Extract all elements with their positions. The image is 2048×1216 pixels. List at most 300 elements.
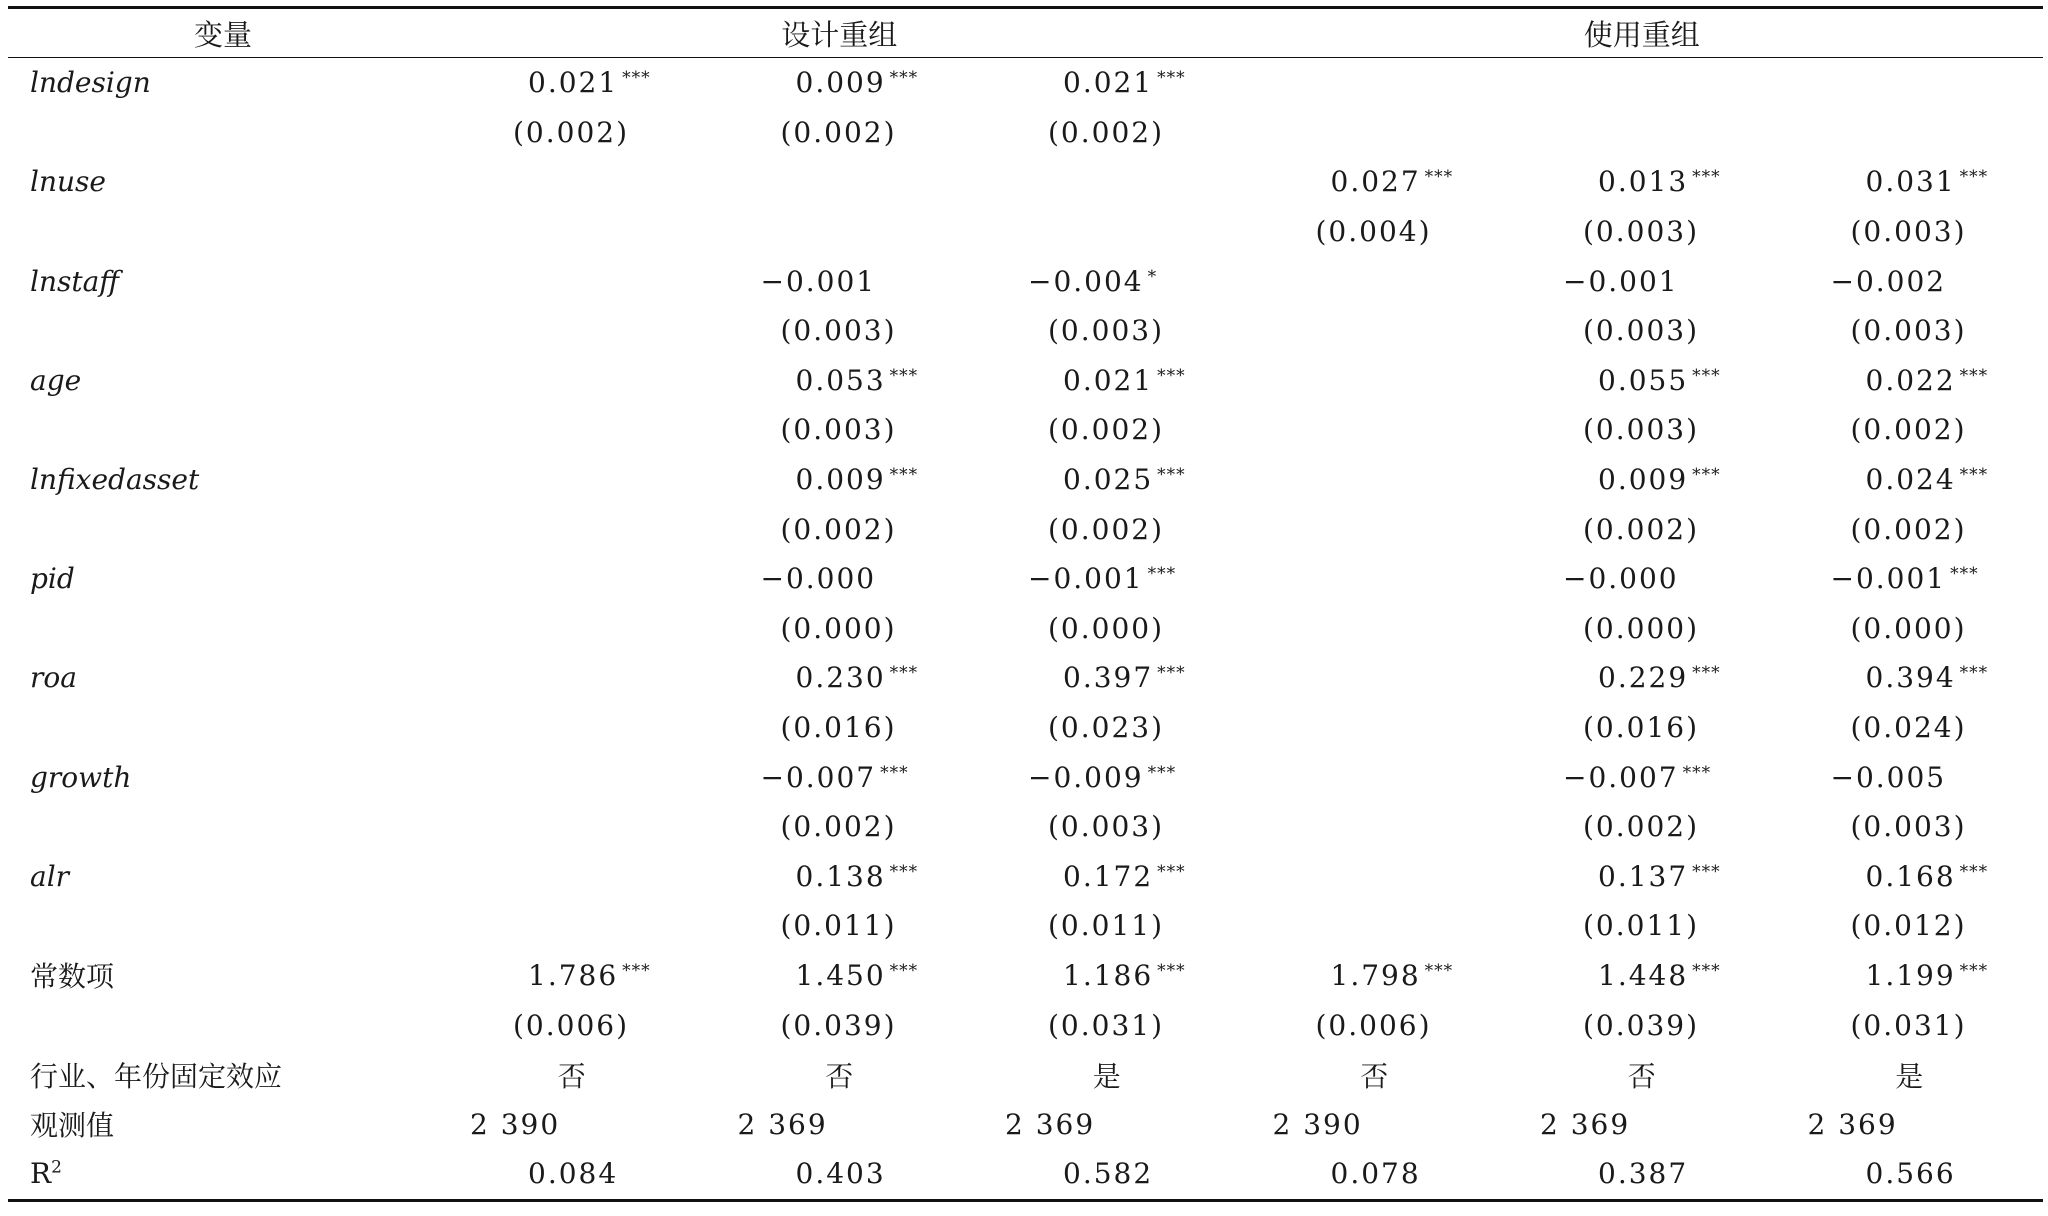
- row-label-text: lnfixedasset: [30, 463, 200, 497]
- table-cell: [706, 901, 974, 951]
- row-label-text: alr: [30, 859, 70, 893]
- table-cell: [1776, 1000, 2044, 1050]
- table-cell: [706, 554, 974, 604]
- table-cell: [438, 256, 706, 306]
- table-cell: [1776, 405, 2044, 455]
- table-cell: [1241, 455, 1509, 505]
- cell-value: (0.003): [780, 413, 897, 447]
- cell-value: (0.011): [1048, 909, 1165, 943]
- table-cell: [973, 653, 1241, 703]
- cell-value: 0.021: [1063, 363, 1154, 397]
- table-cell: [1241, 1149, 1509, 1200]
- row-label: [8, 405, 438, 455]
- table-cell: [706, 108, 974, 158]
- table-cell: [1776, 752, 2044, 802]
- table-cell: [1508, 554, 1776, 604]
- table-cell: [1508, 901, 1776, 951]
- table-cell: [1508, 256, 1776, 306]
- cell-value: (0.002): [1583, 512, 1700, 546]
- table-cell: [1508, 207, 1776, 257]
- cell-value: (0.002): [1048, 413, 1165, 447]
- cell-value: 1.798: [1330, 958, 1421, 992]
- cell-value: (0.000): [1850, 611, 1967, 645]
- table-cell: [438, 1149, 706, 1200]
- table-cell: [1508, 306, 1776, 356]
- cell-value: 2 390: [470, 1107, 561, 1141]
- cell-value: 1.786: [528, 958, 619, 992]
- table-cell: [706, 58, 974, 108]
- table-cell: [706, 207, 974, 257]
- table-row-se: [8, 802, 2043, 852]
- cell-value: (0.000): [1583, 611, 1700, 645]
- table-cell: [438, 901, 706, 951]
- cell-value: 否: [557, 1059, 586, 1093]
- table-cell: [1241, 306, 1509, 356]
- table-cell: [706, 306, 974, 356]
- header-row: [8, 8, 2043, 58]
- table-cell: [1776, 356, 2044, 406]
- cell-value: 0.137: [1598, 859, 1689, 893]
- cell-value: (0.031): [1850, 1008, 1967, 1042]
- table-cell: [1776, 306, 2044, 356]
- table-cell: [973, 554, 1241, 604]
- cell-value: −0.000: [760, 562, 877, 596]
- significance-stars: *: [1147, 266, 1158, 287]
- cell-value: 0.084: [528, 1157, 619, 1191]
- row-label: [8, 802, 438, 852]
- table-cell: [973, 852, 1241, 902]
- table-cell: [973, 802, 1241, 852]
- cell-value: (0.006): [1315, 1008, 1432, 1042]
- cell-value: (0.002): [1048, 512, 1165, 546]
- cell-value: −0.001: [1028, 562, 1144, 596]
- table-cell: [1776, 703, 2044, 753]
- cell-value: 0.403: [795, 1157, 886, 1191]
- cell-value: 0.394: [1865, 661, 1956, 695]
- table-cell: [438, 455, 706, 505]
- table-cell: [1776, 554, 2044, 604]
- table-cell: [438, 951, 706, 1001]
- significance-stars: ***: [889, 861, 919, 882]
- table-cell: [1776, 108, 2044, 158]
- cell-value: 0.138: [795, 859, 886, 893]
- cell-value: −0.005: [1830, 760, 1947, 794]
- table-cell: [1776, 802, 2044, 852]
- row-label: [8, 1050, 438, 1100]
- row-label: [8, 852, 438, 902]
- table-cell: [973, 108, 1241, 158]
- cell-value: 0.013: [1598, 165, 1689, 199]
- table-row-se: [8, 108, 2043, 158]
- cell-value: (0.003): [1850, 215, 1967, 249]
- table-cell: [706, 604, 974, 654]
- table-cell: [438, 554, 706, 604]
- cell-value: (0.002): [780, 810, 897, 844]
- cell-value: (0.003): [1048, 314, 1165, 348]
- table-cell: [706, 802, 974, 852]
- significance-stars: ***: [1950, 564, 1979, 585]
- table-cell: [1508, 703, 1776, 753]
- table-cell: [438, 802, 706, 852]
- table-cell: [1508, 157, 1776, 207]
- table-row-se: [8, 901, 2043, 951]
- table-cell: [1508, 455, 1776, 505]
- row-label-text: 常数项: [30, 960, 115, 994]
- row-label: [8, 455, 438, 505]
- significance-stars: ***: [1692, 365, 1721, 386]
- cell-value: (0.003): [1583, 413, 1700, 447]
- cell-value: (0.003): [1583, 314, 1700, 348]
- row-label: [8, 604, 438, 654]
- table-cell: [1241, 653, 1509, 703]
- significance-stars: ***: [889, 365, 919, 386]
- regression-table: [8, 6, 2043, 1202]
- cell-value: 是: [1895, 1059, 1924, 1093]
- table-cell: [1241, 703, 1509, 753]
- table-cell: [1508, 108, 1776, 158]
- cell-value: 0.055: [1598, 363, 1689, 397]
- table-cell: [1508, 504, 1776, 554]
- cell-value: −0.001: [1563, 264, 1679, 298]
- table-cell: [438, 207, 706, 257]
- cell-value: (0.012): [1850, 909, 1967, 943]
- table-cell: [706, 405, 974, 455]
- row-label: [8, 901, 438, 951]
- cell-value: −0.001: [760, 264, 877, 298]
- table-cell: [1508, 653, 1776, 703]
- cell-value: 0.009: [795, 66, 886, 100]
- table-cell: [973, 504, 1241, 554]
- row-label-text: pid: [30, 562, 75, 596]
- cell-value: (0.000): [1048, 611, 1165, 645]
- table-cell: [973, 604, 1241, 654]
- cell-value: (0.003): [1583, 215, 1700, 249]
- cell-value: −0.009: [1028, 760, 1144, 794]
- table-cell: [973, 1000, 1241, 1050]
- row-label: [8, 653, 438, 703]
- significance-stars: ***: [880, 762, 909, 783]
- row-label: [8, 356, 438, 406]
- cell-value: (0.002): [1048, 115, 1165, 149]
- table-cell: [438, 58, 706, 108]
- table-cell: [438, 604, 706, 654]
- regression-table-container: [8, 6, 2043, 1202]
- table-row: [8, 356, 2043, 406]
- significance-stars: ***: [1157, 365, 1186, 386]
- table-cell: [1241, 256, 1509, 306]
- table-cell: [1776, 1099, 2044, 1149]
- significance-stars: ***: [889, 960, 919, 981]
- table-body: [8, 58, 2043, 1201]
- table-row-se: [8, 604, 2043, 654]
- table-cell: [1508, 951, 1776, 1001]
- cell-value: 0.582: [1063, 1157, 1154, 1191]
- table-cell: [706, 504, 974, 554]
- table-cell: [438, 653, 706, 703]
- table-row-se: [8, 703, 2043, 753]
- table-row: [8, 554, 2043, 604]
- row-label: [8, 504, 438, 554]
- table-cell: [706, 1099, 974, 1149]
- table-cell: [1508, 802, 1776, 852]
- table-cell: [1241, 554, 1509, 604]
- table-cell: [438, 108, 706, 158]
- table-cell: [438, 405, 706, 455]
- table-row: [8, 455, 2043, 505]
- cell-value: 1.199: [1865, 958, 1956, 992]
- header-variable: 变量: [193, 17, 252, 52]
- cell-value: (0.039): [1583, 1008, 1700, 1042]
- cell-value: (0.003): [1850, 314, 1967, 348]
- cell-value: 是: [1092, 1059, 1121, 1093]
- table-cell: [1241, 604, 1509, 654]
- table-cell: [706, 356, 974, 406]
- cell-value: (0.023): [1048, 711, 1165, 745]
- table-cell: [706, 852, 974, 902]
- significance-stars: ***: [1959, 960, 1989, 981]
- cell-value: (0.002): [780, 512, 897, 546]
- table-row-se: [8, 207, 2043, 257]
- row-label-superscript: 2: [51, 1158, 62, 1179]
- table-cell: [1241, 157, 1509, 207]
- row-label: [8, 554, 438, 604]
- cell-value: 1.450: [795, 958, 886, 992]
- header-use-group: 使用重组: [1583, 17, 1700, 52]
- cell-value: (0.011): [780, 909, 897, 943]
- table-cell: [706, 256, 974, 306]
- row-label-text: 行业、年份固定效应: [30, 1059, 283, 1093]
- significance-stars: ***: [1147, 564, 1177, 585]
- cell-value: −0.001: [1830, 562, 1947, 596]
- header-design-group: 设计重组: [781, 17, 898, 52]
- significance-stars: ***: [1157, 465, 1186, 486]
- table-cell: [1241, 852, 1509, 902]
- cell-value: 0.021: [528, 66, 619, 100]
- cell-value: 否: [1627, 1059, 1656, 1093]
- significance-stars: ***: [1959, 663, 1989, 684]
- table-cell: [438, 1099, 706, 1149]
- table-cell: [438, 852, 706, 902]
- cell-value: 0.031: [1865, 165, 1956, 199]
- table-cell: [706, 1050, 974, 1100]
- table-cell: [1241, 207, 1509, 257]
- table-cell: [438, 157, 706, 207]
- significance-stars: ***: [1692, 663, 1721, 684]
- table-cell: [438, 1000, 706, 1050]
- row-label: [8, 1149, 438, 1200]
- cell-value: 否: [825, 1059, 854, 1093]
- table-cell: [1508, 852, 1776, 902]
- row-label-text: roa: [30, 661, 77, 695]
- cell-value: −0.007: [760, 760, 877, 794]
- table-header: [8, 8, 2043, 58]
- table-cell: [706, 1000, 974, 1050]
- cell-value: 1.448: [1598, 958, 1689, 992]
- cell-value: (0.006): [513, 1008, 630, 1042]
- cell-value: 1.186: [1063, 958, 1154, 992]
- table-cell: [1776, 653, 2044, 703]
- table-cell: [973, 455, 1241, 505]
- cell-value: 0.009: [795, 463, 886, 497]
- row-label-text: lnuse: [30, 165, 106, 199]
- table-cell: [1241, 901, 1509, 951]
- cell-value: (0.003): [1048, 810, 1165, 844]
- table-cell: [706, 703, 974, 753]
- table-cell: [438, 306, 706, 356]
- cell-value: 0.053: [795, 363, 886, 397]
- cell-value: (0.000): [780, 611, 897, 645]
- table-cell: [1776, 58, 2044, 108]
- table-cell: [1241, 356, 1509, 406]
- table-cell: [973, 1099, 1241, 1149]
- significance-stars: ***: [1147, 762, 1177, 783]
- table-row: [8, 1099, 2043, 1149]
- cell-value: (0.011): [1583, 909, 1700, 943]
- significance-stars: ***: [1157, 861, 1186, 882]
- table-row-se: [8, 1000, 2043, 1050]
- cell-value: 2 369: [1005, 1107, 1096, 1141]
- table-cell: [973, 207, 1241, 257]
- cell-value: −0.004: [1028, 264, 1144, 298]
- cell-value: 0.024: [1865, 463, 1956, 497]
- cell-value: 0.172: [1063, 859, 1154, 893]
- table-cell: [1241, 1050, 1509, 1100]
- cell-value: 0.025: [1063, 463, 1154, 497]
- table-cell: [1776, 455, 2044, 505]
- cell-value: (0.024): [1850, 711, 1967, 745]
- table-cell: [1776, 1050, 2044, 1100]
- cell-value: (0.002): [780, 115, 897, 149]
- table-row: [8, 752, 2043, 802]
- table-cell: [1776, 157, 2044, 207]
- table-cell: [1776, 901, 2044, 951]
- cell-value: 0.078: [1330, 1157, 1421, 1191]
- table-cell: [1241, 1000, 1509, 1050]
- row-label-text: lnstaff: [30, 264, 120, 298]
- table-cell: [438, 1050, 706, 1100]
- table-cell: [1508, 356, 1776, 406]
- cell-value: 0.021: [1063, 66, 1154, 100]
- cell-value: 0.387: [1598, 1157, 1689, 1191]
- table-cell: [1508, 405, 1776, 455]
- cell-value: (0.016): [780, 711, 897, 745]
- table-cell: [1241, 405, 1509, 455]
- table-cell: [1508, 752, 1776, 802]
- cell-value: 2 369: [737, 1107, 828, 1141]
- row-label: [8, 256, 438, 306]
- table-cell: [973, 356, 1241, 406]
- table-cell: [1508, 1050, 1776, 1100]
- row-label-text: growth: [30, 760, 132, 794]
- cell-value: 否: [1360, 1059, 1389, 1093]
- table-row: [8, 653, 2043, 703]
- significance-stars: ***: [1157, 68, 1186, 89]
- table-row: [8, 157, 2043, 207]
- table-cell: [973, 256, 1241, 306]
- row-label: [8, 306, 438, 356]
- table-cell: [1776, 256, 2044, 306]
- table-row: [8, 852, 2043, 902]
- table-cell: [706, 1149, 974, 1200]
- cell-value: (0.016): [1583, 711, 1700, 745]
- cell-value: (0.002): [1583, 810, 1700, 844]
- table-cell: [1241, 58, 1509, 108]
- table-row: [8, 1149, 2043, 1200]
- cell-value: 2 390: [1272, 1107, 1363, 1141]
- table-cell: [1508, 1149, 1776, 1200]
- cell-value: 0.027: [1330, 165, 1421, 199]
- cell-value: 0.022: [1865, 363, 1956, 397]
- row-label-text: 观测值: [30, 1109, 115, 1143]
- row-label: [8, 703, 438, 753]
- row-label: [8, 108, 438, 158]
- row-label: [8, 207, 438, 257]
- cell-value: −0.007: [1563, 760, 1679, 794]
- table-cell: [973, 405, 1241, 455]
- table-cell: [1508, 1099, 1776, 1149]
- table-cell: [1241, 1099, 1509, 1149]
- cell-value: (0.002): [513, 115, 630, 149]
- table-cell: [706, 157, 974, 207]
- table-cell: [1508, 1000, 1776, 1050]
- table-cell: [1776, 604, 2044, 654]
- significance-stars: ***: [1157, 960, 1186, 981]
- table-cell: [1776, 207, 2044, 257]
- table-cell: [438, 504, 706, 554]
- table-row-se: [8, 306, 2043, 356]
- table-cell: [973, 157, 1241, 207]
- row-label-text: age: [30, 363, 82, 397]
- row-label: [8, 157, 438, 207]
- cell-value: (0.039): [780, 1008, 897, 1042]
- cell-value: (0.031): [1048, 1008, 1165, 1042]
- table-cell: [1776, 951, 2044, 1001]
- table-cell: [973, 752, 1241, 802]
- table-cell: [1776, 852, 2044, 902]
- significance-stars: ***: [1959, 861, 1989, 882]
- table-cell: [706, 455, 974, 505]
- table-row-se: [8, 405, 2043, 455]
- table-row: [8, 58, 2043, 108]
- table-cell: [1241, 752, 1509, 802]
- significance-stars: ***: [1959, 465, 1989, 486]
- significance-stars: ***: [1692, 960, 1721, 981]
- table-cell: [973, 703, 1241, 753]
- table-cell: [1241, 504, 1509, 554]
- cell-value: 0.229: [1598, 661, 1689, 695]
- row-label: [8, 58, 438, 108]
- table-cell: [1776, 1149, 2044, 1200]
- significance-stars: ***: [1692, 861, 1721, 882]
- table-cell: [973, 901, 1241, 951]
- table-cell: [1241, 108, 1509, 158]
- table-cell: [973, 951, 1241, 1001]
- row-label: [8, 1099, 438, 1149]
- table-cell: [1241, 802, 1509, 852]
- table-cell: [438, 703, 706, 753]
- cell-value: −0.000: [1563, 562, 1679, 596]
- cell-value: 0.397: [1063, 661, 1154, 695]
- significance-stars: ***: [1692, 167, 1721, 188]
- significance-stars: ***: [1157, 663, 1186, 684]
- cell-value: 2 369: [1540, 1107, 1631, 1141]
- table-cell: [1508, 58, 1776, 108]
- cell-value: (0.003): [780, 314, 897, 348]
- table-cell: [706, 752, 974, 802]
- table-cell: [438, 356, 706, 406]
- table-cell: [706, 951, 974, 1001]
- table-cell: [973, 1149, 1241, 1200]
